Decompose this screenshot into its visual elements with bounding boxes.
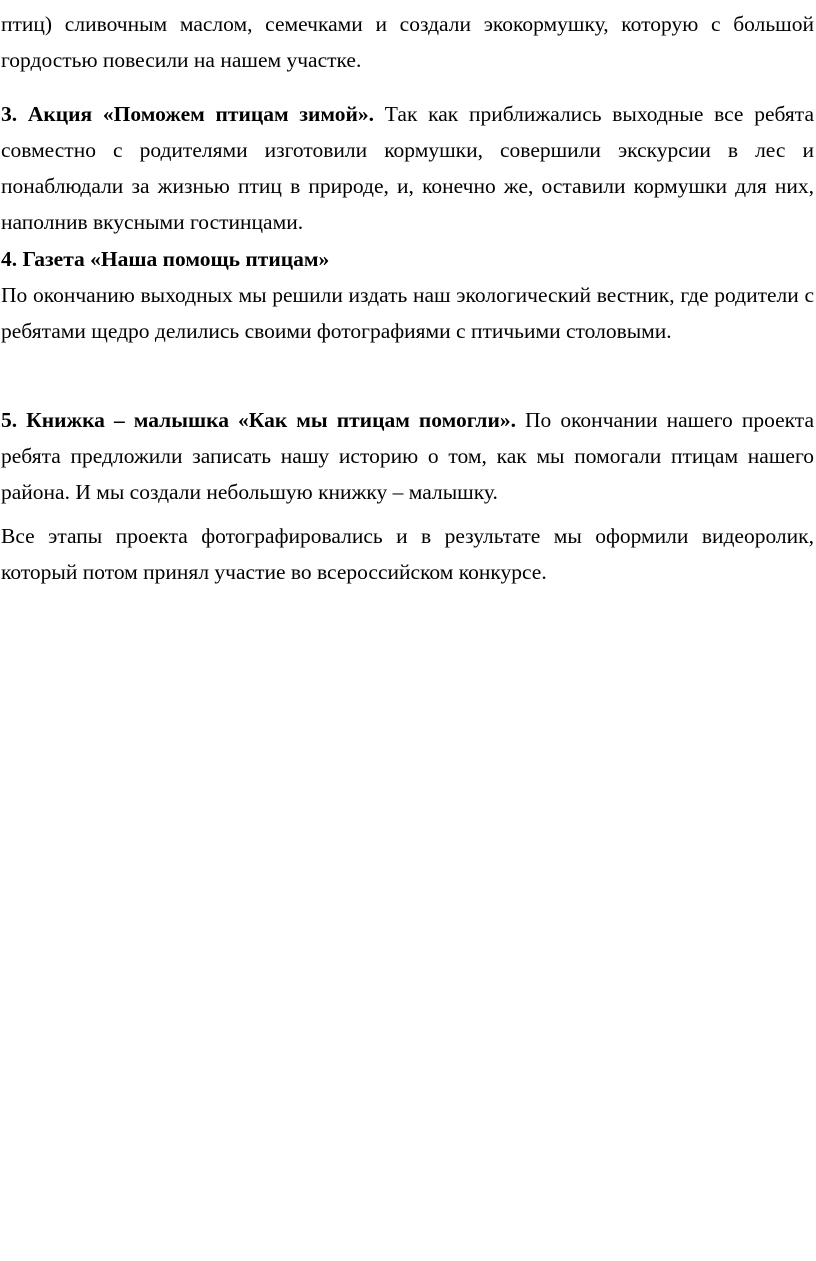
section-4-heading-line — [1, 241, 814, 277]
paragraph-intro — [1, 6, 814, 78]
section-3-heading: 3. Акция «Поможем птицам зимой». — [1, 102, 375, 126]
paragraph-final — [1, 518, 814, 590]
paragraph-final-text: Все этапы проекта фотографировались и в результате мы оформили видеоролик, который потом принял участие во всероссийском конкурсе. — [1, 524, 814, 584]
section-3-text: Так как приближались выходные все ребята совместно с родителями изготовили кормушки, совершили экскурсии в лес и понаблюдали за жизнью птиц в природе, и, конечно же, оставили кормушки для них, наполнив вкусными гостинцами. — [1, 102, 815, 234]
section-3-paragraph — [1, 96, 814, 240]
paragraph-intro-text: птиц) сливочным маслом, семечками и создали экокормушку, которую с большой гордостью повесили на нашем участке. — [1, 12, 814, 72]
section-4-text: По окончанию выходных мы решили издать наш экологический вестник, где родители с ребятами щедро делились своими фотографиями с птичьими столовыми. — [1, 283, 814, 343]
section-4-paragraph — [1, 277, 814, 349]
section-5-heading: 5. Книжка – малышка «Как мы птицам помогли». — [1, 408, 516, 432]
section-4-heading: 4. Газета «Наша помощь птицам» — [1, 247, 330, 271]
section-5-paragraph — [1, 402, 814, 510]
section-5-text: По окончании нашего проекта ребята предложили записать нашу историю о том, как мы помогали птицам нашего района. И мы создали небольшую книжку – малышку. — [1, 408, 814, 504]
